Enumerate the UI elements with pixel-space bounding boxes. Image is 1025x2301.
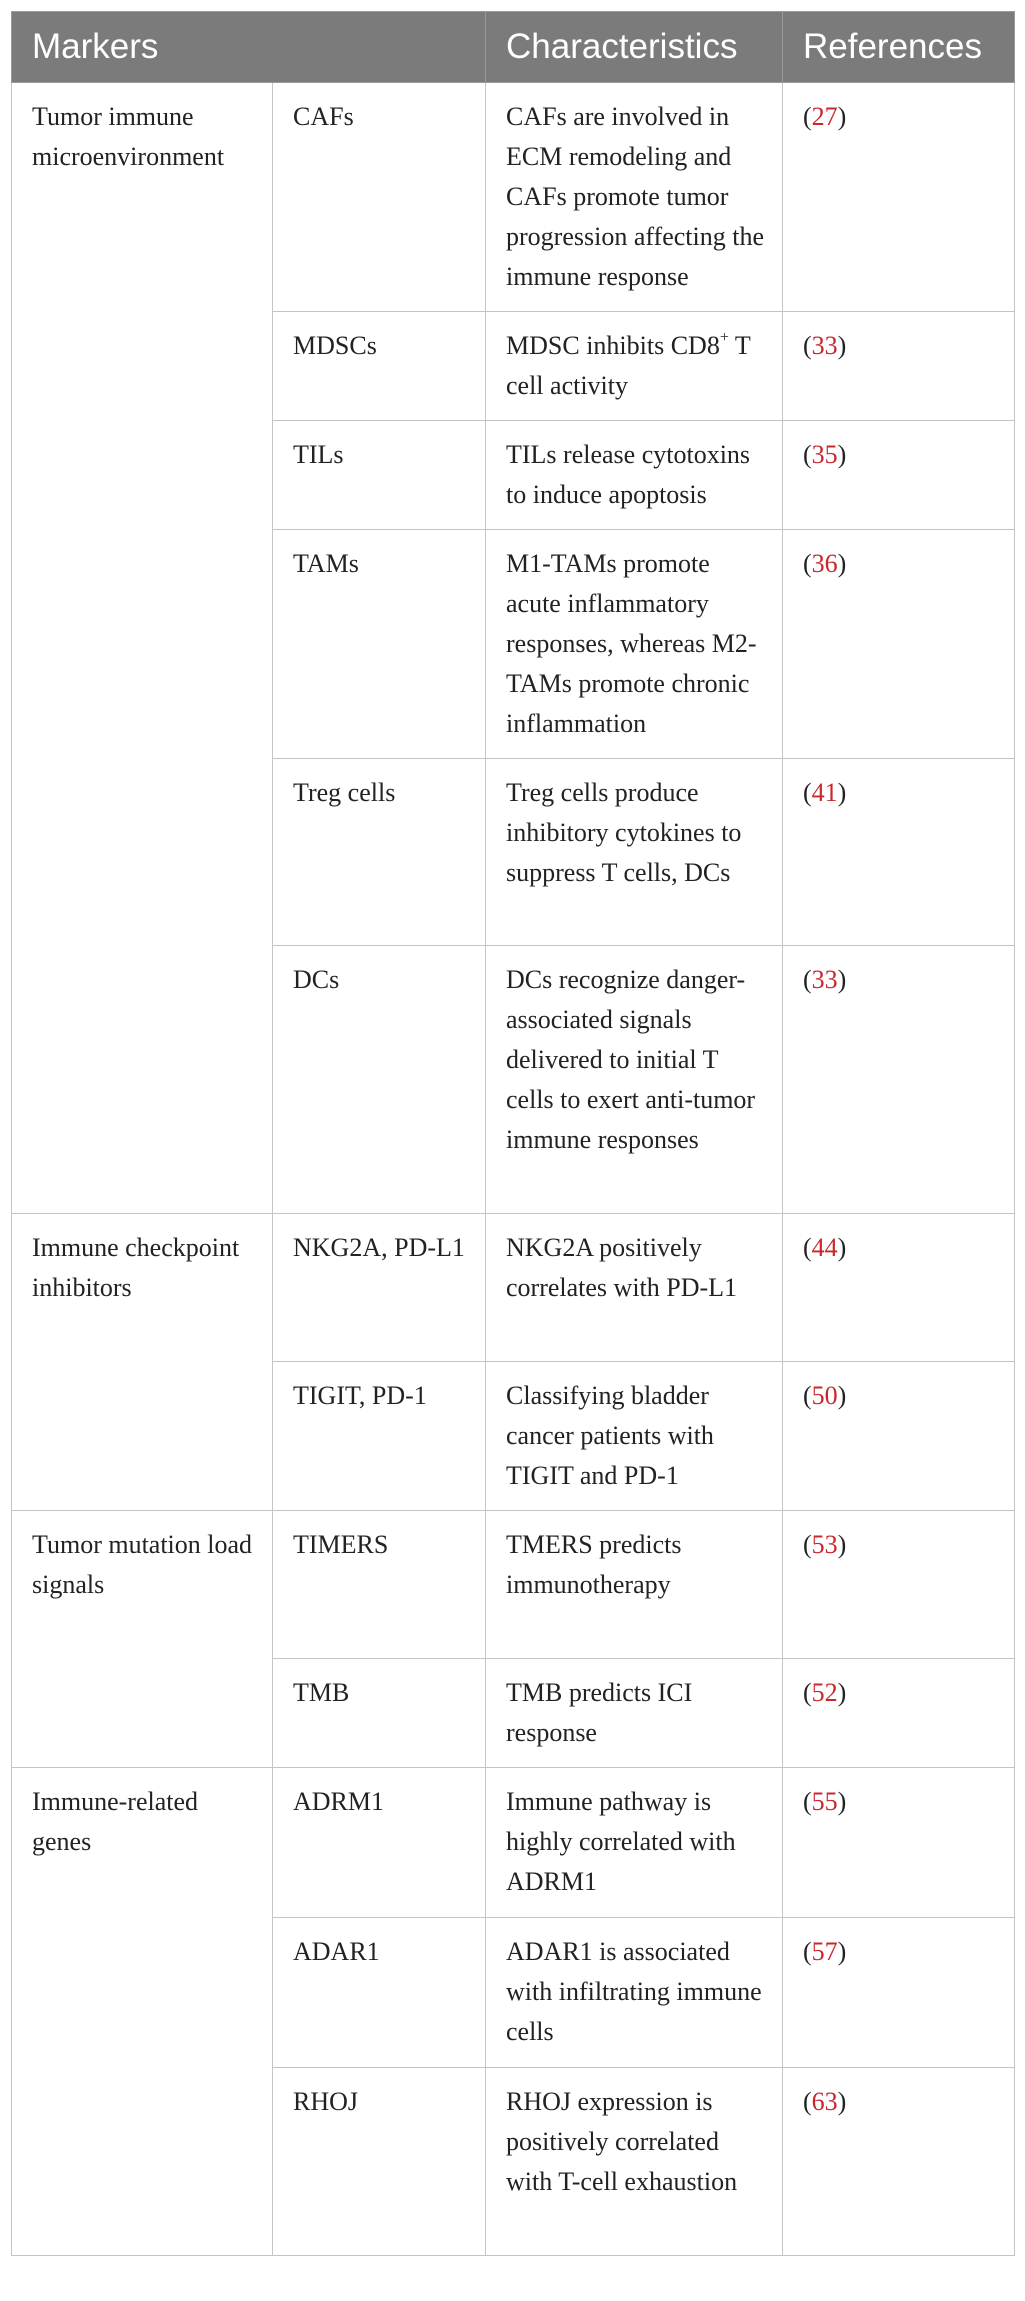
reference-link[interactable]: 41 xyxy=(811,778,838,807)
table-row xyxy=(12,1511,1015,1659)
reference-cell: (27) xyxy=(783,83,1015,312)
reference-cell: (52) xyxy=(783,1659,1015,1768)
reference-link[interactable]: 35 xyxy=(811,440,838,469)
reference-cell: (55) xyxy=(783,1768,1015,1918)
marker-cell: RHOJ xyxy=(273,2068,486,2256)
table-row xyxy=(12,83,1015,312)
reference-link[interactable]: 50 xyxy=(811,1381,838,1410)
characteristic-cell: RHOJ expression is positively correlated with T-cell exhaustion xyxy=(486,2068,783,2256)
header-markers: Markers xyxy=(12,12,486,83)
reference-cell: (35) xyxy=(783,421,1015,530)
marker-cell: TIMERS xyxy=(273,1511,486,1659)
reference-link[interactable]: 57 xyxy=(811,1937,838,1966)
reference-cell: (53) xyxy=(783,1511,1015,1659)
characteristic-cell: ADAR1 is associated with infiltrating immune cells xyxy=(486,1918,783,2068)
characteristic-cell: DCs recognize danger-associated signals delivered to initial T cells to exert anti-tumor immune responses xyxy=(486,946,783,1214)
marker-cell: TILs xyxy=(273,421,486,530)
marker-cell: TMB xyxy=(273,1659,486,1768)
superscript-plus: + xyxy=(719,329,729,346)
characteristic-text: MDSC inhibits CD8 xyxy=(506,331,720,360)
marker-cell: TAMs xyxy=(273,530,486,759)
markers-table xyxy=(11,11,1015,2256)
category-cell: Immune checkpoint inhibitors xyxy=(12,1214,273,1511)
reference-link[interactable]: 33 xyxy=(811,331,838,360)
characteristic-text: T cell activity xyxy=(506,331,751,400)
reference-link[interactable]: 36 xyxy=(811,549,838,578)
category-cell: Tumor immune microenvironment xyxy=(12,83,273,1214)
characteristic-cell: M1-TAMs promote acute inflammatory responses, whereas M2-TAMs promote chronic inflammation xyxy=(486,530,783,759)
marker-cell: MDSCs xyxy=(273,312,486,421)
reference-link[interactable]: 63 xyxy=(811,2087,838,2116)
marker-cell: ADRM1 xyxy=(273,1768,486,1918)
reference-cell: (57) xyxy=(783,1918,1015,2068)
characteristic-cell: Immune pathway is highly correlated with ADRM1 xyxy=(486,1768,783,1918)
category-cell: Immune-related genes xyxy=(12,1768,273,2256)
characteristic-cell: TMERS predicts immunotherapy xyxy=(486,1511,783,1659)
reference-link[interactable]: 55 xyxy=(811,1787,838,1816)
reference-link[interactable]: 53 xyxy=(811,1530,838,1559)
table-row xyxy=(12,1768,1015,1918)
characteristic-cell: Treg cells produce inhibitory cytokines to suppress T cells, DCs xyxy=(486,759,783,946)
marker-cell: NKG2A, PD-L1 xyxy=(273,1214,486,1362)
characteristic-cell: CAFs are involved in ECM remodeling and CAFs promote tumor progression affecting the immune response xyxy=(486,83,783,312)
characteristic-cell: TILs release cytotoxins to induce apoptosis xyxy=(486,421,783,530)
marker-cell: Treg cells xyxy=(273,759,486,946)
reference-cell: (36) xyxy=(783,530,1015,759)
reference-cell: (33) xyxy=(783,312,1015,421)
reference-link[interactable]: 33 xyxy=(811,965,838,994)
marker-cell: CAFs xyxy=(273,83,486,312)
reference-cell: (63) xyxy=(783,2068,1015,2256)
reference-link[interactable]: 52 xyxy=(811,1678,838,1707)
reference-cell: (41) xyxy=(783,759,1015,946)
reference-cell: (33) xyxy=(783,946,1015,1214)
reference-cell: (50) xyxy=(783,1362,1015,1511)
reference-link[interactable]: 27 xyxy=(811,102,838,131)
header-characteristics: Characteristics xyxy=(486,12,783,83)
reference-link[interactable]: 44 xyxy=(811,1233,838,1262)
category-cell: Tumor mutation load signals xyxy=(12,1511,273,1768)
characteristic-cell: Classifying bladder cancer patients with TIGIT and PD-1 xyxy=(486,1362,783,1511)
header-row xyxy=(12,12,1015,83)
marker-cell: TIGIT, PD-1 xyxy=(273,1362,486,1511)
marker-cell: DCs xyxy=(273,946,486,1214)
characteristic-cell: TMB predicts ICI response xyxy=(486,1659,783,1768)
reference-cell: (44) xyxy=(783,1214,1015,1362)
header-references: References xyxy=(783,12,1015,83)
characteristic-cell: NKG2A positively correlates with PD-L1 xyxy=(486,1214,783,1362)
table-row xyxy=(12,1214,1015,1362)
characteristic-cell xyxy=(486,312,783,421)
marker-cell: ADAR1 xyxy=(273,1918,486,2068)
